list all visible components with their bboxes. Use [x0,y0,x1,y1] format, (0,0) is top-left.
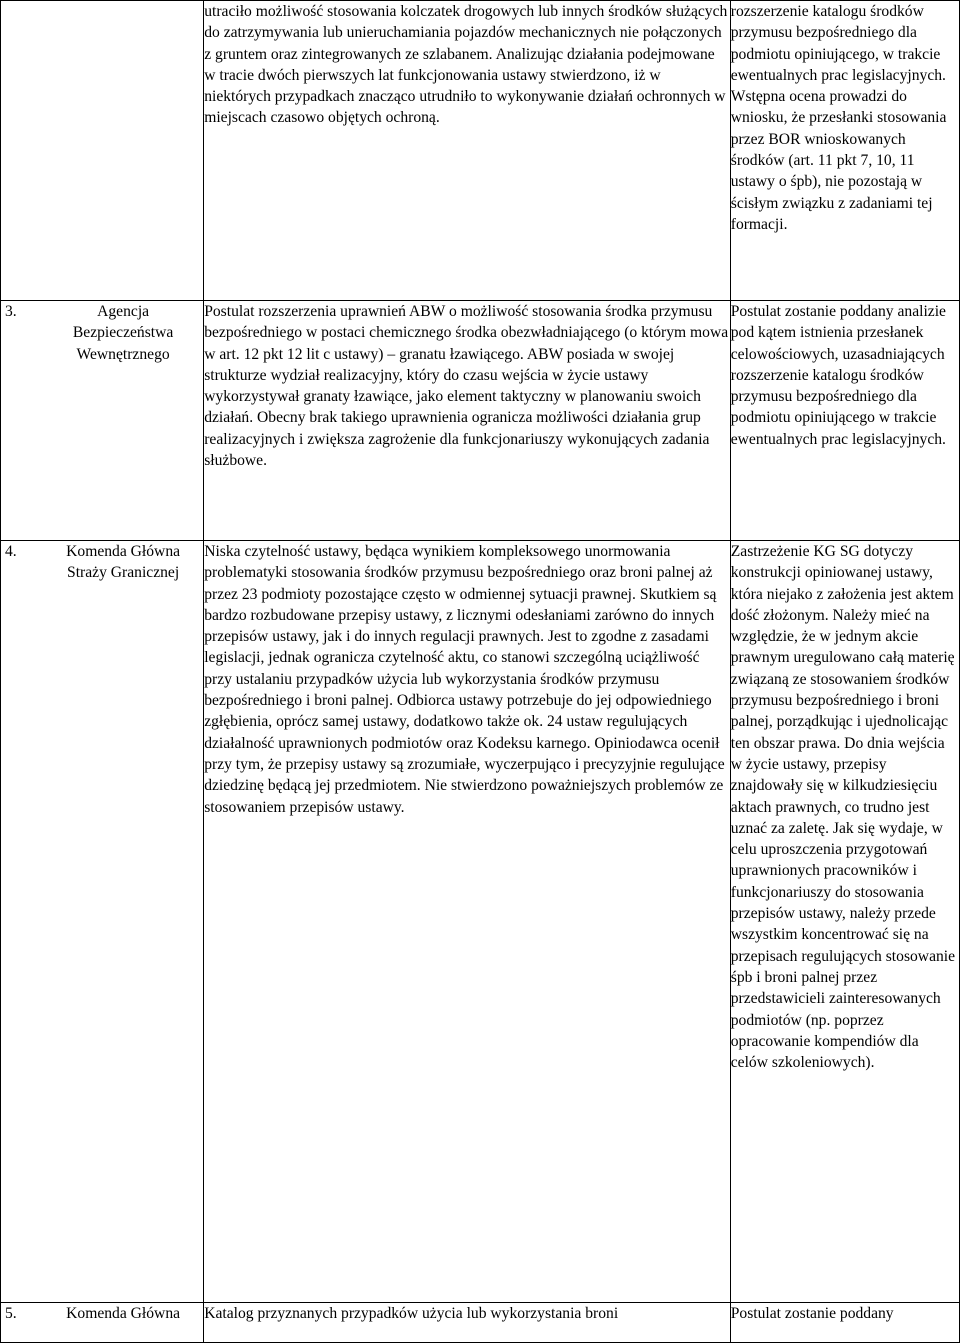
response-cell [730,1,959,301]
content-cell [204,301,731,541]
org-cell [1,1,204,301]
table-row [1,1303,960,1343]
row-text: utraciło możliwość stosowania kolczatek drogowych lub innych środków służących do zatrzymywania lub unieruchamiania pojazdów mechanicznych nie połączonych z gruntem oraz zintegrowanych ze szlabanem. Analizując działania podejmowane w tracie dwóch pierwszych lat funkcjonowania ustawy stwierdzono, iż w niektórych przypadkach znacząco utrudniło to wykonywanie działań ochronnych w miejscach czasowo objętych ochroną. [204,3,728,127]
org-cell [1,1303,204,1343]
content-cell [204,541,731,1303]
content-cell [204,1,731,301]
table-row [1,541,960,1303]
row-text: Postulat rozszerzenia uprawnień ABW o możliwość stosowania środka przymusu bezpośredniego w postaci chemicznego środka obezwładniającego (o którym mowa w art. 12 pkt 12 lit c ustawy) – granatu łzawiącego. ABW posiada w swojej strukturze wydział realizacyjny, który do czasu wejścia w życie ustawy wykorzystywał granaty łzawiące, jako element taktyczny w planowaniu swoich działań. Obecny brak takiego uprawnienia ogranicza możliwości działania grup realizacyjnych i zwiększa zagrożenie dla funkcjonariuszy wykonujących zadania służbowe. [204,303,729,470]
organization-name: Komenda Główna Straży Granicznej [66,543,181,582]
row-response: Zastrzeżenie KG SG dotyczy konstrukcji opiniowanej ustawy, która niejako z założenia jest aktem dość złożonym. Należy mieć na względzie, że w jednym akcie prawnym uregulowano całą materię związaną ze stosowaniem środków przymusu bezpośredniego i broni palnej, porządkując i ujednolicając ten obszar prawa. Do dnia wejścia w życie ustawy, przepisy znajdowały się w kilkudziesięciu aktach prawnych, co trudno jest uznać za zaletę. Jak się wydaje, w celu uproszczenia przygotowań uprawnionych pracowników i funkcjonariuszy do stosowania przepisów ustawy, należy przede wszystkim koncentrować się na przepisach regulujących stosowanie śpb i broni palnej przez przedstawicieli zainteresowanych podmiotów (np. poprzez opracowanie kompendiów dla celów szkoleniowych). [730,543,956,1072]
org-cell [1,541,204,1303]
table-row [1,1,960,301]
row-text: Katalog przyznanych przypadków użycia lub wykorzystania broni [204,1305,619,1322]
org-cell [1,301,204,541]
response-cell [730,1303,959,1343]
row-text: Niska czytelność ustawy, będąca wynikiem kompleksowego unormowania problematyki stosowania środków przymusu bezpośredniego oraz broni palnej aż przez 23 podmioty pozostające często w odmiennej sytuacji prawnej. Skutkiem są bardzo rozbudowane przepisy ustawy, z licznymi odesłaniami zarówno do innych przepisów ustawy, jak i do innych regulacji prawnych. Jest to zgodne z zasadami legislacji, jednak ogranicza czytelność aktu, co stanowi szczególną uciążliwość przy ustalaniu przypadków użycia lub wykorzystania środków przymusu bezpośredniego i broni palnej. Odbiorca ustawy potrzebuje do jej odpowiedniego zgłębienia, oprócz samej ustawy, dodatkowo także ok. 24 ustaw regulujących działalność uprawnionych podmiotów oraz Kodeksu karnego. Opiniodawca ocenił przy tym, że przepisy ustawy są zrozumiałe, wyczerpująco i precyzyjnie regulujące dziedzinę będącą jej przedmiotem. Nie stwierdzono poważniejszych problemów ze stosowaniem przepisów ustawy. [204,543,725,816]
content-cell [204,1303,731,1343]
organization-name: Agencja Bezpieczeństwa Wewnętrznego [72,303,174,363]
row-response: Postulat zostanie poddany [730,1305,894,1322]
row-number: 5. [5,1305,17,1322]
row-number: 4. [5,543,17,560]
response-cell [730,301,959,541]
table-row [1,301,960,541]
row-response: rozszerzenie katalogu środków przymusu bezpośredniego dla podmiotu opiniującego, w trakcie ewentualnych prac legislacyjnych. Wstępna ocena prowadzi do wniosku, że przesłanki stosowania przez BOR wnioskowanych środków (art. 11 pkt 7, 10, 11 ustawy o śpb), nie pozostają w ścisłym związku z zadaniami tej formacji. [730,3,947,233]
row-response: Postulat zostanie poddany analizie pod kątem istnienia przesłanek celowościowych, uzasadniających rozszerzenie katalogu środków przymusu bezpośredniego dla podmiotu opiniującego w trakcie ewentualnych prac legislacyjnych. [730,303,946,448]
row-number: 3. [5,303,17,320]
response-cell [730,541,959,1303]
organization-name: Komenda Główna [66,1305,181,1322]
